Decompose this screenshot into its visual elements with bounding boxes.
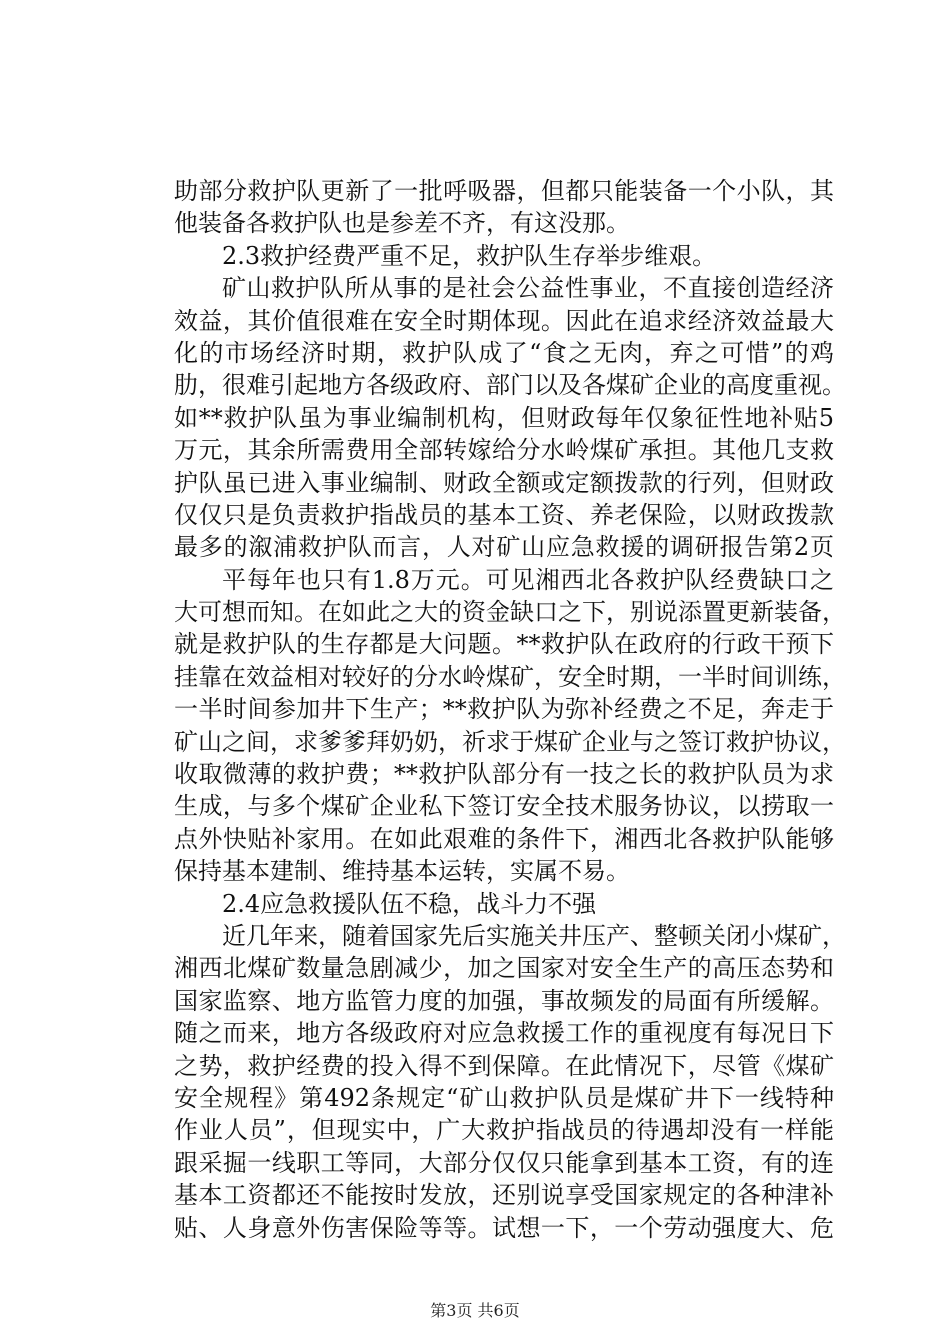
text-line: 矿山之间，求爹爹拜奶奶，祈求于煤矿企业与之签订救护协议， bbox=[174, 727, 846, 756]
text-line: 挂靠在效益相对较好的分水岭煤矿，安全时期，一半时间训练， bbox=[174, 662, 846, 691]
text-line: 仅仅只是负责救护指战员的基本工资、养老保险，以财政拨款 bbox=[174, 500, 834, 529]
text-line: 平每年也只有1.8万元。可见湘西北各救护队经费缺口之 bbox=[222, 565, 834, 594]
text-line: 最多的溆浦救护队而言，人对矿山应急救援的调研报告第2页 bbox=[174, 533, 834, 562]
text-line: 跟采掘一线职工等同，大部分仅仅只能拿到基本工资，有的连 bbox=[174, 1148, 834, 1177]
text-line: 如**救护队虽为事业编制机构，但财政每年仅象征性地补贴5 bbox=[174, 403, 834, 432]
text-line: 安全规程》第492条规定“矿山救护队员是煤矿井下一线特种 bbox=[174, 1083, 834, 1112]
text-line: 近几年来，随着国家先后实施关井压产、整顿关闭小煤矿， bbox=[222, 921, 846, 950]
text-line: 就是救护队的生存都是大问题。**救护队在政府的行政干预下 bbox=[174, 630, 834, 659]
text-line: 化的市场经济时期，救护队成了“食之无肉，弃之可惜”的鸡 bbox=[174, 338, 834, 367]
text-line: 2.4应急救援队伍不稳，战斗力不强 bbox=[222, 889, 597, 918]
text-line: 肋，很难引起地方各级政府、部门以及各煤矿企业的高度重视。 bbox=[174, 371, 846, 400]
page-footer: 第3页 共6页 bbox=[430, 1301, 520, 1320]
text-line: 随之而来，地方各级政府对应急救援工作的重视度有每况日下 bbox=[174, 1019, 834, 1048]
text-line: 一半时间参加井下生产；**救护队为弥补经费之不足，奔走于 bbox=[174, 695, 834, 724]
text-line: 湘西北煤矿数量急剧减少，加之国家对安全生产的高压态势和 bbox=[174, 954, 834, 983]
text-line: 作业人员”，但现实中，广大救护指战员的待遇却没有一样能 bbox=[174, 1116, 834, 1145]
text-line: 2.3救护经费严重不足，救护队生存举步维艰。 bbox=[222, 241, 717, 270]
text-line: 基本工资都还不能按时发放，还别说享受国家规定的各种津补 bbox=[174, 1181, 834, 1210]
text-line: 矿山救护队所从事的是社会公益性事业，不直接创造经济 bbox=[222, 274, 834, 303]
text-line: 助部分救护队更新了一批呼吸器，但都只能装备一个小队，其 bbox=[174, 177, 834, 205]
text-line: 之势，救护经费的投入得不到保障。在此情况下，尽管《煤矿 bbox=[174, 1051, 834, 1080]
text-line: 保持基本建制、维持基本运转，实属不易。 bbox=[174, 857, 630, 886]
text-line: 效益，其价值很难在安全时期体现。因此在追求经济效益最大 bbox=[174, 306, 834, 335]
text-line: 他装备各救护队也是参差不齐，有这没那。 bbox=[174, 209, 630, 238]
text-line: 国家监察、地方监管力度的加强，事故频发的局面有所缓解。 bbox=[174, 986, 834, 1015]
text-line: 生成，与多个煤矿企业私下签订安全技术服务协议，以捞取一 bbox=[174, 792, 834, 821]
text-line: 收取微薄的救护费；**救护队部分有一技之长的救护队员为求 bbox=[174, 760, 834, 789]
text-line: 万元，其余所需费用全部转嫁给分水岭煤矿承担。其他几支救 bbox=[174, 436, 834, 465]
text-line: 贴、人身意外伤害保险等等。试想一下，一个劳动强度大、危 bbox=[174, 1213, 834, 1242]
text-line: 大可想而知。在如此之大的资金缺口之下，别说添置更新装备， bbox=[174, 598, 846, 627]
body-text bbox=[174, 175, 846, 1244]
text-line: 护队虽已进入事业编制、财政全额或定额拨款的行列，但财政 bbox=[174, 468, 834, 497]
text-line: 点外快贴补家用。在如此艰难的条件下，湘西北各救护队能够 bbox=[174, 824, 834, 853]
